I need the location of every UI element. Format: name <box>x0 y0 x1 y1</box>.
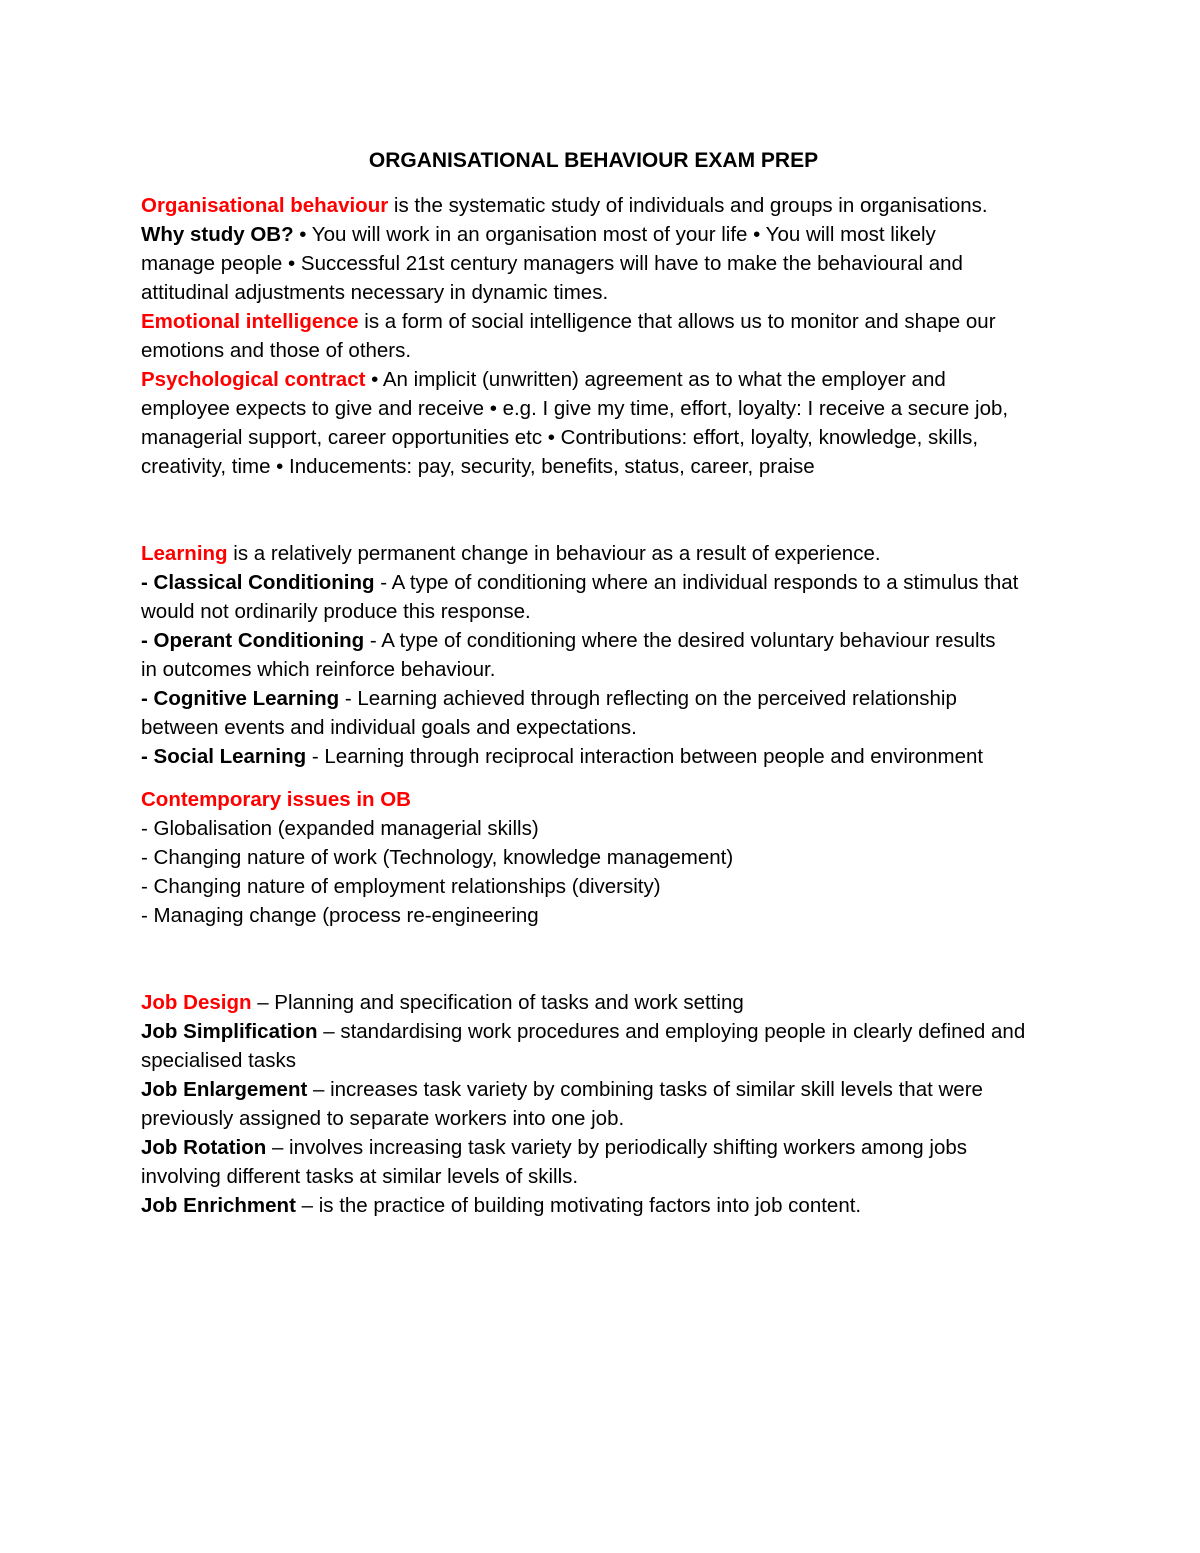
intro-section <box>141 191 1076 481</box>
list-item: - Changing nature of employment relationships (diversity) <box>141 875 661 898</box>
job-simplification: Job Simplification – standardising work procedures and employing people in clearly defined and <box>141 1020 1026 1043</box>
classical-conditioning-line-2: would not ordinarily produce this response. <box>141 600 531 623</box>
pc-definition-line-3: managerial support, career opportunities etc • Contributions: effort, loyalty, knowledge, skills, <box>141 426 979 449</box>
pc-definition-line-2: employee expects to give and receive • e.g. I give my time, effort, loyalty: I receive a secure job, <box>141 397 1009 420</box>
cognitive-learning-line-2: between events and individual goals and expectations. <box>141 716 637 739</box>
list-item: - Managing change (process re-engineering <box>141 904 539 927</box>
ei-definition: Emotional intelligence is a form of social intelligence that allows us to monitor and shape our <box>141 310 996 333</box>
learning-section <box>141 539 1076 771</box>
why-study-line-1: Why study OB? • You will work in an organisation most of your life • You will most likely <box>141 223 936 246</box>
job-rotation-line-2: involving different tasks at similar levels of skills. <box>141 1165 579 1188</box>
list-item: - Changing nature of work (Technology, knowledge management) <box>141 846 734 869</box>
job-enlargement: Job Enlargement – increases task variety by combining tasks of similar skill levels that were <box>141 1078 983 1101</box>
operant-conditioning: - Operant Conditioning - A type of conditioning where the desired voluntary behaviour results <box>141 629 996 652</box>
job-design-term: Job Design <box>141 991 252 1014</box>
classical-conditioning: - Classical Conditioning - A type of conditioning where an individual responds to a stimulus that <box>141 571 1019 594</box>
social-learning: - Social Learning - Learning through reciprocal interaction between people and environment <box>141 745 984 768</box>
job-rotation: Job Rotation – involves increasing task variety by periodically shifting workers among jobs <box>141 1136 967 1159</box>
job-simplification-line-2: specialised tasks <box>141 1049 296 1072</box>
pc-definition-line-4: creativity, time • Inducements: pay, security, benefits, status, career, praise <box>141 455 815 478</box>
job-design-section <box>141 988 1076 1220</box>
ob-definition: Organisational behaviour is the systematic study of individuals and groups in organisations. <box>141 194 988 217</box>
job-design-definition: Job Design – Planning and specification of tasks and work setting <box>141 991 744 1014</box>
learning-term: Learning <box>141 542 228 565</box>
pc-definition: Psychological contract • An implicit (unwritten) agreement as to what the employer and <box>141 368 946 391</box>
job-enrichment: Job Enrichment – is the practice of building motivating factors into job content. <box>141 1194 862 1217</box>
operant-conditioning-line-2: in outcomes which reinforce behaviour. <box>141 658 496 681</box>
pc-term: Psychological contract <box>141 368 366 391</box>
ob-term: Organisational behaviour <box>141 194 389 217</box>
ei-definition-line-2: emotions and those of others. <box>141 339 412 362</box>
why-study-line-2: manage people • Successful 21st century managers will have to make the behavioural and <box>141 252 963 275</box>
ei-term: Emotional intelligence <box>141 310 359 333</box>
learning-definition: Learning is a relatively permanent change in behaviour as a result of experience. <box>141 542 881 565</box>
list-item: - Globalisation (expanded managerial skills) <box>141 817 539 840</box>
contemporary-section <box>141 785 1076 930</box>
page-title: ORGANISATIONAL BEHAVIOUR EXAM PREP <box>368 149 819 172</box>
why-study-line-3: attitudinal adjustments necessary in dynamic times. <box>141 281 609 304</box>
contemporary-heading: Contemporary issues in OB <box>141 788 411 811</box>
why-study-label: Why study OB? <box>141 223 294 246</box>
job-enlargement-line-2: previously assigned to separate workers into one job. <box>141 1107 625 1130</box>
cognitive-learning: - Cognitive Learning - Learning achieved through reflecting on the perceived relationship <box>141 687 957 710</box>
